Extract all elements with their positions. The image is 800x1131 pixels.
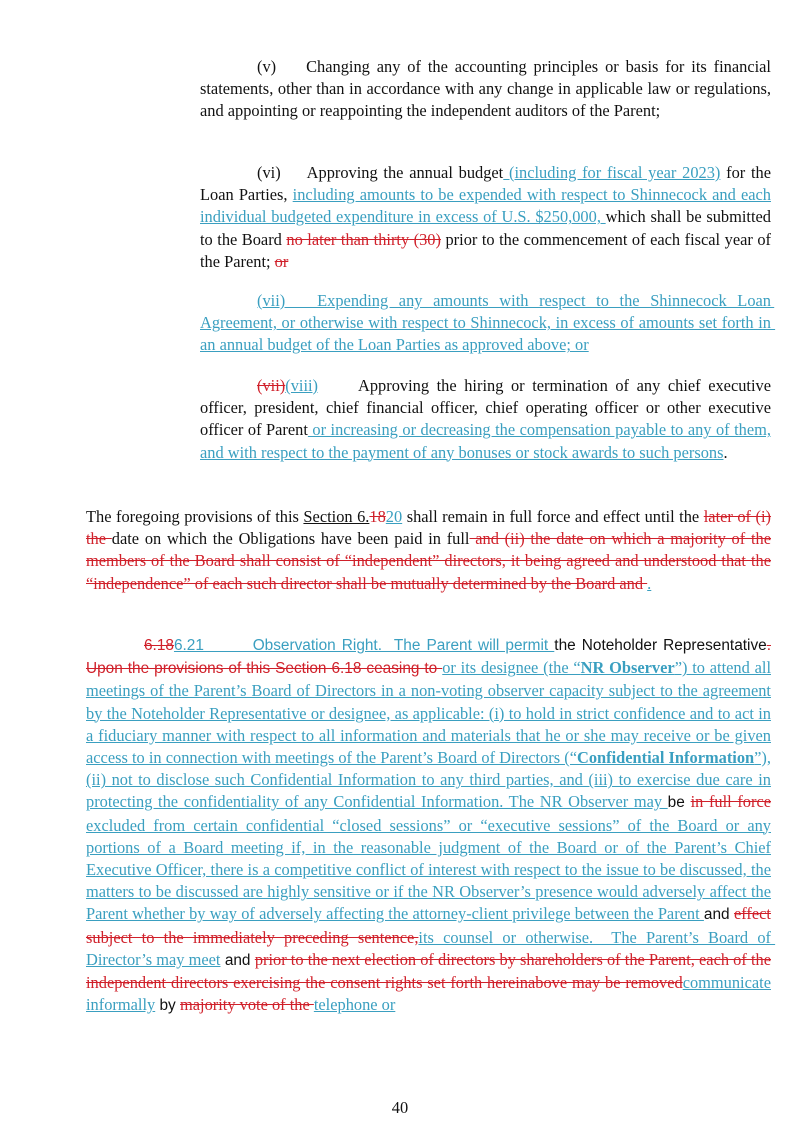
observation-deletion-2: in full force [690, 792, 771, 812]
observation-deletion-5: majority vote of the [180, 995, 314, 1015]
observation-insert-nr-observer: NR Observer [580, 658, 675, 678]
clause-viii-insert-1: or increasing or decreasing the compensation payable to any of them, and with respect to the payment of any bonuses or stock awards to such persons [200, 420, 771, 462]
observation-insert-4: its counsel or otherwise. The Parent’s Board of Director’s may meet [86, 927, 776, 969]
foregoing-provisions-paragraph [86, 506, 771, 595]
clause-vii [200, 290, 776, 357]
clause-viii [200, 375, 771, 464]
clause-vi-text-2: for the Loan Parties, [200, 163, 771, 205]
foregoing-section-ref: Section 6. [303, 507, 370, 526]
clause-vi-deletion-2: or [274, 251, 289, 271]
observation-insert-5: communicate informally [86, 973, 771, 1015]
page-number: 40 [391, 1098, 409, 1117]
observation-insert-2c: ”) to attend all meetings of the Parent’s Board of Directors in a non-voting observer capacity subject to the agreement by the Noteholder Representative or designee, as applicable: (i) to hold in strict confidence and to act in a fiduciary manner with respect to all information and materials that he or she may receive or be given access to in connection with meetings of the Parent’s Board of Directors (“ [86, 658, 771, 768]
foregoing-insert-1: . [647, 573, 652, 593]
clause-vii-text: (vii) Expending any amounts with respect to the Shinnecock Loan Agreement, or otherwise with respect to Shinnecock, in excess of amounts set forth in an annual budget of the Loan Parties as approved above; or [200, 291, 776, 355]
clause-vi-text-4: prior to the commencement of each fiscal year of the Parent; [200, 229, 771, 271]
observation-deletion-3: effect subject to the immediately preceding sentence, [86, 904, 771, 947]
clause-vi-text-1: Approving the annual budget [306, 163, 504, 182]
observation-deleted-number: 6.18 [144, 637, 174, 654]
observation-insert-6: telephone or [313, 995, 396, 1015]
observation-text-4: and [220, 951, 255, 969]
foregoing-deletion-2: and (ii) the date on which a majority of the members of the Board shall consist of “independent” directors, it being agreed and understood that the “independence” of each such director shall be mutually determined by the Board and [86, 529, 771, 593]
foregoing-inserted-number: 20 [385, 507, 403, 526]
observation-heading: 6.21 Observation Right. The Parent will permit [173, 637, 555, 654]
observation-right-paragraph [86, 634, 776, 1017]
clause-v-text: Changing any of the accounting principles or basis for its financial statements, other than in accordance with any change in applicable law or regulations, and appointing or reappointing the independent auditors of the Parent; [200, 57, 771, 121]
clause-vi-insert-2: including amounts to be expended with respect to Shinnecock and each individual budgeted expenditure in excess of U.S. $250,000, [200, 185, 771, 227]
observation-text-2: be [667, 794, 691, 812]
observation-text-5: by [155, 997, 181, 1015]
clause-vi [200, 162, 771, 273]
observation-insert-3: excluded from certain confidential “closed sessions” or “executive sessions” of the Board or any portions of a Board meeting if, in the reasonable judgment of the Board or of the Parent’s Chief Executive Officer, there is a competitive conflict of interest with respect to the issue to be discussed, the matters to be discussed are highly sensitive or if the NR Observer’s presence would adversely affect the Parent whether by way of adversely affecting the attorney-client privilege between the Parent [86, 815, 771, 924]
foregoing-text-1: The foregoing provisions of this [86, 507, 304, 526]
foregoing-deletion-1: later of (i) the [86, 507, 772, 549]
clause-v [200, 56, 771, 123]
clause-viii-text-2: . [723, 442, 728, 462]
clause-vi-label: (vi) [257, 163, 281, 182]
clause-v-label: (v) [257, 57, 277, 76]
foregoing-text-2: shall remain in full force and effect until the [402, 507, 704, 526]
observation-deletion-1: . Upon the provisions of this Section 6.18 ceasing to [86, 637, 771, 678]
foregoing-deleted-number: 18 [369, 507, 386, 526]
observation-text-1: the Noteholder Representative [554, 637, 767, 654]
observation-text-3: and [703, 906, 734, 924]
clause-viii-deleted-label: (vii) [257, 376, 286, 395]
foregoing-text-3: date on which the Obligations have been paid in full [111, 529, 470, 549]
observation-deletion-4: prior to the next election of directors by shareholders of the Parent, each of the independent directors exercising the consent rights set forth hereinabove may be removed [86, 949, 771, 993]
observation-insert-confidential-information: Confidential Information [577, 748, 755, 768]
clause-vi-deletion-1: no later than thirty (30) [286, 229, 441, 249]
observation-insert-2: or its designee (the “ [442, 658, 581, 678]
clause-vi-insert-1: (including for fiscal year 2023) [503, 163, 721, 182]
observation-insert-2e: ”), (ii) not to disclose such Confidential Information to any third parties, and (iii) to exercise due care in protecting the confidentiality of any Confidential Information. The NR Observer may [86, 748, 771, 812]
clause-viii-text-1: Approving the hiring or termination of any chief executive officer, president, chief financial officer, chief operating officer or other executive officer of Parent [200, 376, 771, 440]
clause-viii-inserted-label: (viii) [285, 376, 319, 395]
clause-vi-text-3: which shall be submitted to the Board [200, 207, 771, 249]
